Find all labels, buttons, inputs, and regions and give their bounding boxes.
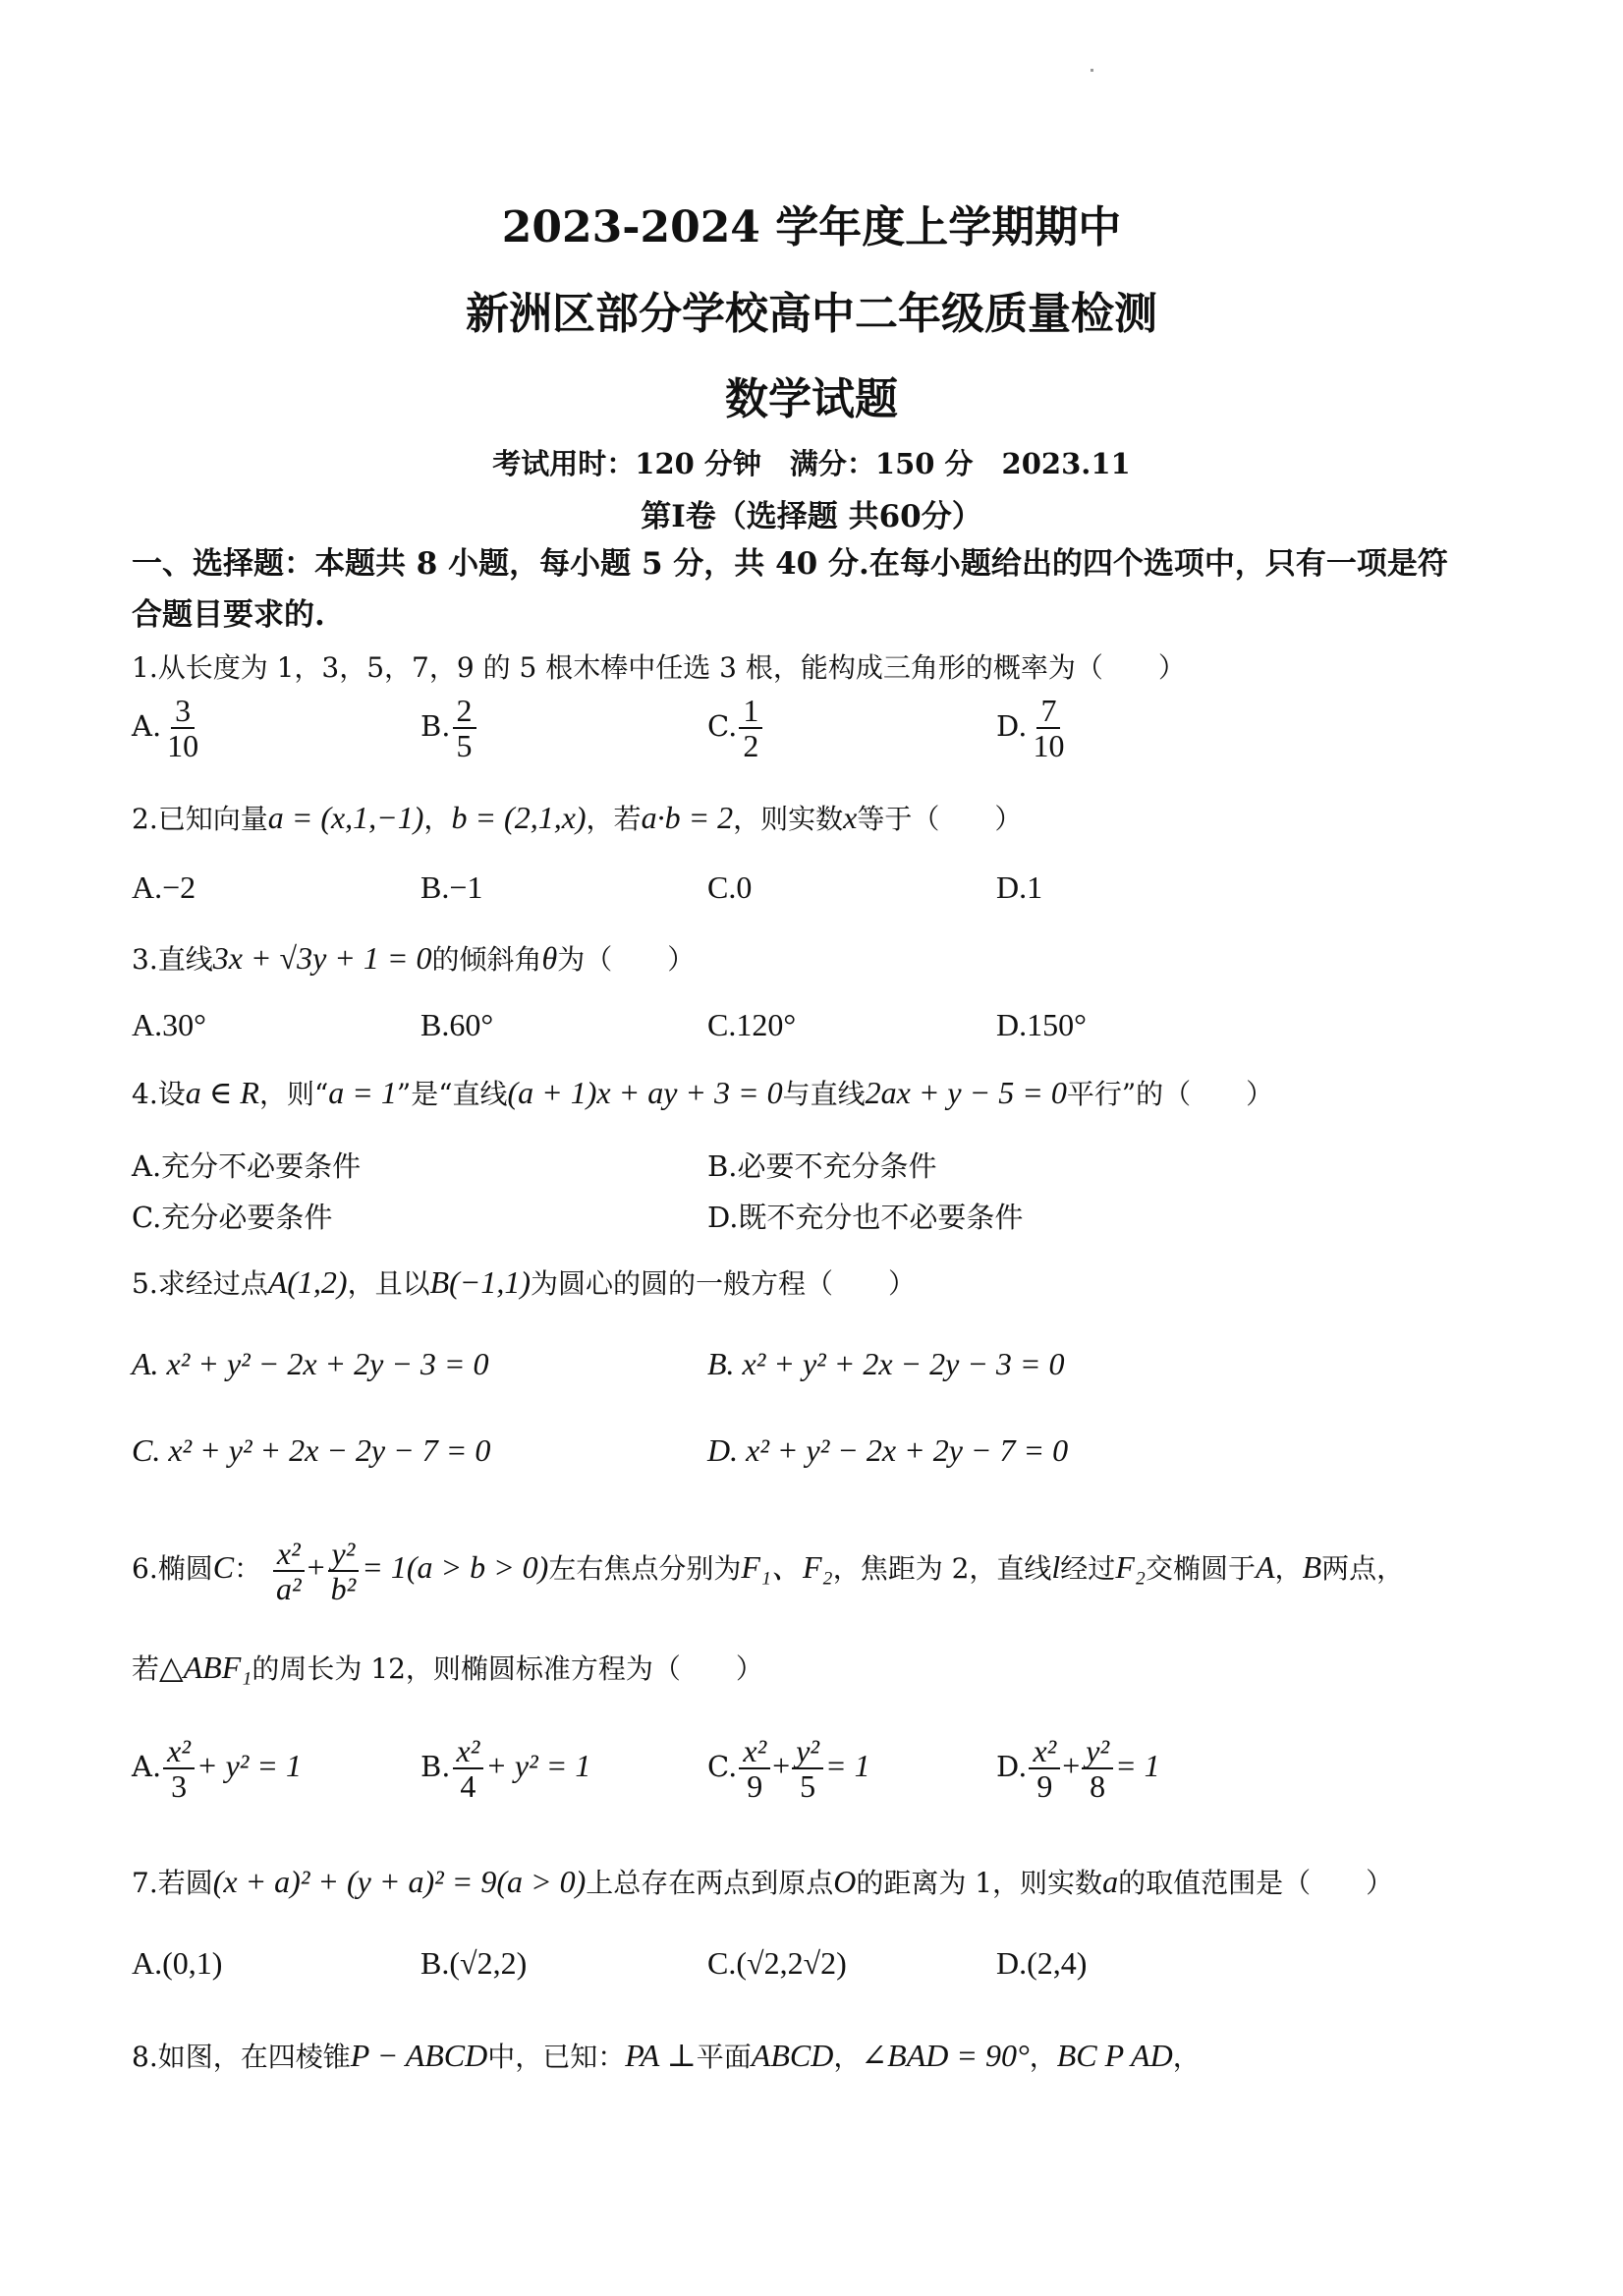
stem-text: 的距离为 1，则实数 [856, 1867, 1103, 1899]
question-7-option-c: C.(√2,2√2) [707, 1945, 847, 1981]
question-7-option-a: A.(0,1) [132, 1945, 223, 1981]
stem-text: ，则实数 [733, 803, 844, 835]
math-expr: PA ⊥ [625, 2038, 697, 2073]
question-4-option-b: B.必要不充分条件 [707, 1149, 937, 1183]
numerator: x² [453, 1734, 484, 1769]
question-4-stem [132, 1073, 1527, 1114]
math-expr: a·b = 2 [641, 800, 734, 835]
numerator: y² [328, 1537, 360, 1572]
option-label: C. [707, 709, 738, 743]
fraction [1029, 694, 1068, 762]
question-4-option-c: C.充分必要条件 [132, 1201, 333, 1234]
fraction-y2-b2 [327, 1537, 361, 1605]
math-expr: F₂ [1115, 1549, 1146, 1585]
math-expr: 2ax + y − 5 = 0 [865, 1075, 1067, 1110]
stem-text: ， [833, 2041, 862, 2073]
math-expr: x [843, 800, 858, 835]
stem-text: ，且以 [347, 1267, 430, 1300]
question-2-option-c: C.0 [707, 869, 753, 905]
scan-speck [1091, 69, 1093, 72]
question-5-option-a: A. x² + y² − 2x + 2y − 3 = 0 [132, 1346, 489, 1381]
numerator: 3 [171, 694, 195, 729]
fraction [163, 1734, 195, 1803]
stem-text: ， [1029, 2041, 1057, 2073]
stem-text: ， [423, 803, 452, 835]
math-expr: A(1,2) [267, 1264, 348, 1300]
option-label: D. [996, 709, 1028, 743]
question-3-option-b: B.60° [420, 1007, 494, 1042]
stem-text: 的取值范围是（ ） [1118, 1867, 1394, 1899]
math-expr: l [1051, 1549, 1061, 1585]
numerator: y² [792, 1734, 823, 1769]
math-expr: C [212, 1549, 235, 1585]
question-5-option-d: D. x² + y² − 2x + 2y − 7 = 0 [707, 1432, 1069, 1468]
math-expr: F₁、F₂ [741, 1549, 833, 1585]
stem-text: 若 [132, 1652, 160, 1685]
stem-text: 6.椭圆 [132, 1552, 213, 1585]
math-expr: 3x + √3y + 1 = 0 [212, 940, 432, 976]
fraction [1082, 1734, 1113, 1803]
stem-text: 5.求经过点 [132, 1267, 268, 1300]
numerator: 7 [1036, 694, 1060, 729]
stem-text: ： [234, 1552, 262, 1585]
question-6-option-a [132, 1734, 302, 1803]
stem-text: 为（ ） [557, 943, 696, 976]
math-expr: (x + a)² + (y + a)² = 9(a > 0) [212, 1864, 587, 1899]
numerator: 2 [453, 694, 476, 729]
denominator: 5 [456, 728, 473, 763]
math-expr: a = 1 [328, 1075, 397, 1110]
stem-text: 平行”的（ ） [1066, 1078, 1274, 1110]
question-2-option-b: B.−1 [420, 869, 483, 905]
stem-text: ”是“直线 [396, 1078, 508, 1110]
numerator: 1 [739, 694, 762, 729]
question-6-option-c [707, 1734, 870, 1803]
question-1-option-c [707, 694, 764, 762]
math-expr: = 1 [1115, 1748, 1160, 1783]
denominator: 9 [1036, 1768, 1053, 1804]
question-5-stem [132, 1262, 1527, 1304]
exam-school-title: 新洲区部分学校高中二年级质量检测 [466, 289, 1157, 339]
stem-text: ，则“ [258, 1078, 329, 1110]
question-1-option-d [996, 694, 1070, 762]
stem-text: 的周长为 12，则椭圆标准方程为（ ） [252, 1652, 763, 1685]
fraction [739, 1734, 770, 1803]
question-2-stem [132, 798, 1527, 839]
question-5-option-c: C. x² + y² + 2x − 2y − 7 = 0 [132, 1432, 491, 1468]
denominator: 9 [747, 1768, 763, 1804]
stem-text: 中，已知： [487, 2041, 626, 2073]
question-7-stem [132, 1862, 1527, 1903]
denominator: 3 [171, 1768, 188, 1804]
math-expr: A [1256, 1549, 1275, 1585]
option-label: C. [707, 1750, 738, 1783]
stem-text: 7.若圆 [132, 1867, 213, 1899]
math-expr: a = (x,1,−1) [267, 800, 424, 835]
option-label: B. [420, 1750, 451, 1783]
stem-text: 为圆心的圆的一般方程（ ） [531, 1267, 917, 1300]
question-6-stem-line2 [132, 1648, 1527, 1689]
denominator: 5 [800, 1768, 816, 1804]
math-expr: BC P AD [1056, 2038, 1173, 2073]
question-2-option-a: A.−2 [132, 869, 196, 905]
question-6-stem-line1 [132, 1528, 1527, 1608]
question-6-option-d [996, 1734, 1160, 1803]
question-4-option-a: A.充分不必要条件 [132, 1149, 362, 1183]
stem-text: 左右焦点分别为 [548, 1552, 742, 1585]
stem-text: 3.直线 [132, 943, 213, 976]
numerator: y² [1082, 1734, 1113, 1769]
math-expr: O [833, 1864, 857, 1899]
exam-meta: 考试用时：120 分钟 满分：150 分 2023.11 [492, 447, 1131, 480]
math-expr: a ∈ R [185, 1075, 259, 1110]
question-7-option-b: B.(√2,2) [420, 1945, 528, 1981]
denominator: 2 [743, 728, 759, 763]
stem-text: 上总存在两点到原点 [586, 1867, 834, 1899]
math-expr: ABCD [751, 2038, 834, 2073]
question-3-option-d: D.150° [996, 1007, 1087, 1042]
fraction [453, 1734, 484, 1803]
question-1-option-a [132, 694, 204, 762]
exam-subject-title: 数学试题 [725, 374, 898, 424]
question-3-option-c: C.120° [707, 1007, 797, 1042]
numerator: x² [273, 1537, 305, 1572]
stem-text: 等于（ ） [857, 803, 1023, 835]
math-expr: P − ABCD [350, 2038, 488, 2073]
option-label: A. [132, 709, 162, 743]
stem-text: ， [1274, 1552, 1303, 1585]
plus-sign: + [772, 1748, 791, 1783]
math-expr: ∠BAD = 90° [861, 2038, 1030, 2073]
stem-text: 的倾斜角 [431, 943, 542, 976]
question-1-stem: 1.从长度为 1，3，5，7，9 的 5 根木棒中任选 3 根，能构成三角形的概率为（ ） [132, 651, 1186, 684]
stem-text: ，焦距为 2，直线 [832, 1552, 1052, 1585]
numerator: x² [163, 1734, 195, 1769]
denominator: 10 [167, 728, 199, 763]
plus-sign: + [307, 1549, 325, 1585]
question-1-option-b [420, 694, 478, 762]
denominator: a² [275, 1570, 302, 1606]
denominator: 8 [1090, 1768, 1106, 1804]
stem-text: 经过 [1060, 1552, 1116, 1585]
fraction [792, 1734, 823, 1803]
question-5-option-b: B. x² + y² + 2x − 2y − 3 = 0 [707, 1346, 1065, 1381]
question-6-option-b [420, 1734, 590, 1803]
option-label: D. [996, 1750, 1028, 1783]
math-expr: B [1302, 1549, 1322, 1585]
stem-text: 与直线 [782, 1078, 866, 1110]
plus-sign: + [1062, 1748, 1081, 1783]
numerator: x² [1029, 1734, 1060, 1769]
section-heading-line1: 一、选择题：本题共 8 小题，每小题 5 分，共 40 分.在每小题给出的四个选项中，只有一项是符 [132, 546, 1448, 582]
stem-text: ， [1172, 2041, 1201, 2073]
section-heading [132, 538, 1507, 641]
stem-text: 4.设 [132, 1078, 186, 1110]
question-3-option-a: A.30° [132, 1007, 206, 1042]
math-expr: = 1 [825, 1748, 870, 1783]
denominator: b² [330, 1570, 357, 1606]
stem-text: 2.已知向量 [132, 803, 268, 835]
fraction [739, 694, 762, 762]
stem-text: 平面 [696, 2041, 752, 2073]
question-3-stem [132, 938, 1527, 980]
fraction [453, 694, 476, 762]
option-label: A. [132, 1750, 162, 1783]
stem-text: 两点， [1321, 1552, 1405, 1585]
section-heading-line2: 合题目要求的. [132, 597, 325, 633]
exam-term-title: 2023-2024 学年度上学期期中 [501, 202, 1122, 252]
stem-text: 交椭圆于 [1145, 1552, 1256, 1585]
math-expr: = 1(a > b > 0) [362, 1549, 549, 1585]
option-label: B. [420, 709, 451, 743]
question-2-option-d: D.1 [996, 869, 1043, 905]
math-expr: + y² = 1 [196, 1748, 302, 1783]
fraction [163, 694, 202, 762]
math-expr: b = (2,1,x) [451, 800, 587, 835]
numerator: x² [739, 1734, 770, 1769]
math-expr: △ABF₁ [159, 1650, 252, 1685]
math-expr: B(−1,1) [429, 1264, 532, 1300]
stem-text: ，若 [586, 803, 642, 835]
denominator: 10 [1033, 728, 1065, 763]
math-expr: (a + 1)x + ay + 3 = 0 [507, 1075, 783, 1110]
fraction-x2-a2 [272, 1537, 306, 1605]
question-4-option-d: D.既不充分也不必要条件 [707, 1201, 1024, 1234]
stem-text: 8.如图，在四棱锥 [132, 2041, 351, 2073]
volume-heading: 第Ⅰ卷（选择题 共60分） [641, 499, 982, 534]
math-expr: θ [541, 940, 558, 976]
fraction [1029, 1734, 1060, 1803]
denominator: 4 [460, 1768, 476, 1804]
question-7-option-d: D.(2,4) [996, 1945, 1088, 1981]
math-expr: a [1102, 1864, 1119, 1899]
question-8-stem [132, 2036, 1527, 2077]
math-expr: + y² = 1 [485, 1748, 591, 1783]
